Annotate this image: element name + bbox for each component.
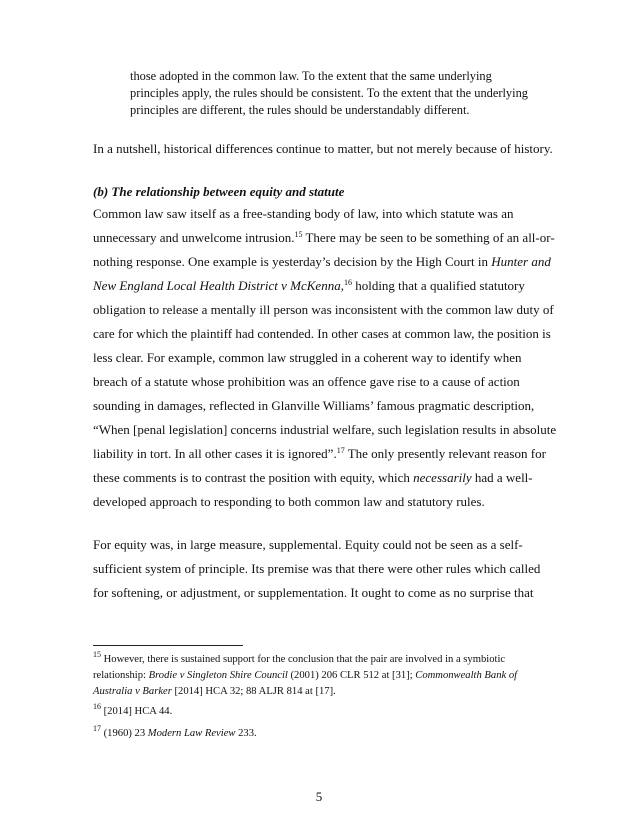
section-heading: (b) The relationship between equity and statute — [93, 184, 345, 199]
case-name: Hunter and — [491, 254, 551, 269]
footnote-divider — [93, 645, 243, 646]
footnote-17: $^{17}$ (1960) 23 Modern Law Review 233. — [93, 724, 257, 739]
paragraph-line: breach of a statute whose prohibition was an offence gave rise to a cause of action — [93, 374, 520, 389]
paragraph-line: unnecessary and unwelcome intrusion.$^{15}$ There may be seen to be something of an all-or- — [93, 230, 555, 245]
block-quote — [130, 68, 550, 119]
footnote-ref-15[interactable]: 15 — [294, 230, 303, 239]
paragraph-line: obligation to release a mentally ill person was inconsistent with the common law duty of — [93, 302, 554, 317]
quote-line: principles are different, the rules should be understandably different. — [130, 103, 470, 117]
paragraph-line: for softening, or adjustment, or supplementation. It ought to come as no surprise that — [93, 585, 534, 600]
footnote-ref-16[interactable]: 16 — [343, 278, 352, 287]
nutshell-sentence: In a nutshell, historical differences continue to matter, but not merely because of history. — [93, 141, 553, 156]
paragraph-line: New England Local Health District v McKenna,$^{16}$ holding that a qualified statutory — [93, 278, 525, 293]
footnote-number: 16 — [93, 702, 101, 711]
paragraph-line: developed approach to responding to both common law and statutory rules. — [93, 494, 485, 509]
paragraph-line: For equity was, in large measure, supplemental. Equity could not be seen as a self- — [93, 537, 523, 552]
paragraph-line: sufficient system of principle. Its premise was that there were other rules which called — [93, 561, 541, 576]
case-name: New England Local Health District v McKenna — [93, 278, 341, 293]
quote-line: principles apply, the rules should be consistent. To the extent that the underlying — [130, 86, 528, 100]
paragraph-line: less clear. For example, common law struggled in a coherent way to identify when — [93, 350, 522, 365]
quote-line: those adopted in the common law. To the extent that the same underlying — [130, 69, 492, 83]
page-number: 5 — [315, 789, 323, 804]
footnote-number: 17 — [93, 724, 101, 733]
paragraph-line: sounding in damages, reflected in Glanville Williams’ famous pragmatic description, — [93, 398, 535, 413]
paragraph-line: “When [penal legislation] concerns industrial welfare, such legislation results in absolute — [93, 422, 557, 437]
paragraph-line: care for which the plaintiff had contended. In other cases at common law, the position is — [93, 326, 551, 341]
paragraph-line: these comments is to contrast the position with equity, which necessarily had a well- — [93, 470, 533, 485]
paragraph-line: nothing response. One example is yesterday’s decision by the High Court in Hunter and — [93, 254, 551, 269]
footnote-ref-17[interactable]: 17 — [336, 446, 345, 455]
footnote-16: $^{16}$ [2014] HCA 44. — [93, 702, 173, 717]
emphasis: necessarily — [413, 470, 472, 485]
document-page: those adopted in the common law. To the extent that the same underlying principles apply, the rules should be consistent. To the extent that the underlying principles are different, the rules should be understandably different. In a nutshell, historical differences continue to matter, but not merely because of history. (b) The relationship between equity and statute Common law saw itself as a free-standing body of law, into which statute was an unnecessary and unwelcome intrusion.$^{15}$ There may be seen to be something of an all-or- nothing response. One example is yesterday’s decision by the High Court in Hunter and New England Local Health District v McKenna,$^{16}$ holding that a qualified statutory obligation to release a mentally ill person was inconsistent with the common law duty of care for which the plaintiff had contended. In other cases at common law, the position is less clear. For example, common law struggled in a coherent way to identify when breach of a statute whose prohibition was an offence gave rise to a cause of action sounding in damages, reflected in Glanville Williams’ famous pragmatic description, “When [penal legislation] concerns industrial welfare, such legislation results in absolute liability in tort. In all other cases it is ignored”.$^{17}$ The only presently relevant reason for these comments is to contrast the position with equity, which necessarily had a well- developed approach to responding to both common law and statutory rules. For equity was, in large measure, supplemental. Equity could not be seen as a self- sufficient system of principle. Its premise was that there were other rules which called for softening, or adjustment, or supplementation. It ought to come as no surprise that $^{15}$ However, there is sustained support for the conclusion that the pair are involved in a symbiotic relationship: Brodie v Singleton Shire Council (2001) 206 CLR 512 at [31]; Commonwealth Bank of Australia v Barker [2014] HCA 32; 88 ALJR 814 at [17]. $^{16}$ [2014] HCA 44. $^{17}$ (1960) 23 Modern Law Review 233. 5 — [0, 0, 638, 826]
paragraph-line: liability in tort. In all other cases it is ignored”.$^{17}$ The only presently relevant reason for — [93, 446, 546, 461]
paragraph-line: Common law saw itself as a free-standing body of law, into which statute was an — [93, 206, 514, 221]
footnote-number: 15 — [93, 650, 101, 659]
